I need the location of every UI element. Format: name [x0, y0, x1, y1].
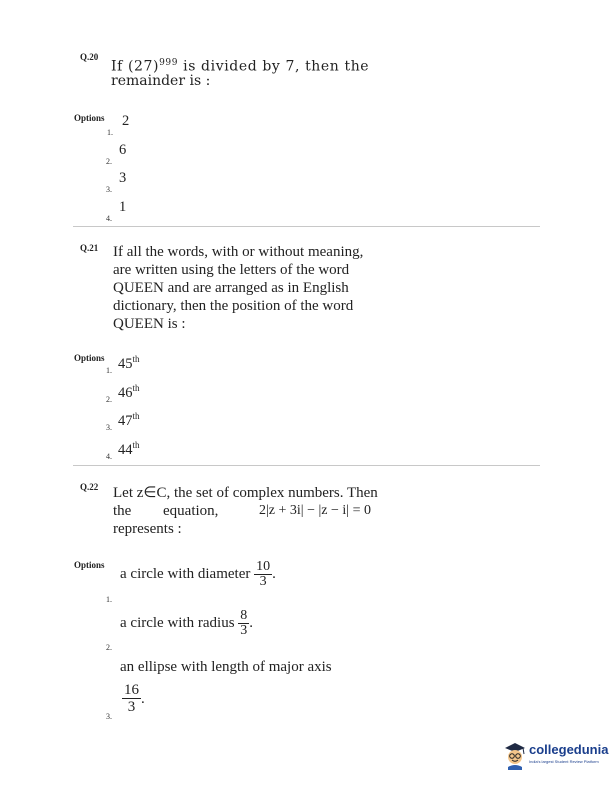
fraction-denominator: 3 [254, 574, 272, 589]
question-text-line: If all the words, with or without meaning, [113, 244, 364, 260]
options-label: Options [74, 353, 105, 363]
option-value[interactable] [118, 411, 140, 430]
brand-tagline: India's largest Student Review Platform [529, 759, 599, 764]
option-number: 3. [106, 185, 112, 194]
question-text-line: represents : [113, 521, 182, 537]
ordinal-suffix: th [132, 440, 140, 450]
options-label: Options [74, 560, 105, 570]
option-text: a circle with radius [120, 614, 235, 631]
fraction [238, 609, 249, 638]
question-text-line: QUEEN is : [113, 316, 186, 332]
fraction-denominator: 3 [122, 698, 141, 715]
option-value[interactable]: 2 [122, 113, 130, 129]
question-text-line: dictionary, then the position of the word [113, 298, 354, 314]
option-value[interactable]: 6 [119, 142, 127, 158]
question-number: Q.21 [80, 243, 99, 253]
mascot-icon [501, 740, 529, 770]
fraction-wrapper [122, 682, 145, 715]
question-text-part: If (27) [111, 58, 160, 75]
option-number: 1. [106, 595, 112, 604]
option-text: a circle with diameter [120, 565, 251, 582]
question-number: Q.22 [80, 482, 99, 492]
option-value-number: 46 [118, 384, 133, 401]
exponent: 999 [159, 58, 179, 68]
question-text-line: QUEEN and are arranged as in English [113, 280, 349, 296]
divider [73, 465, 540, 466]
question-text-line: remainder is : [111, 73, 211, 89]
option-value[interactable] [118, 354, 140, 373]
option-number: 1. [107, 128, 113, 137]
option-number: 2. [106, 395, 112, 404]
collegedunia-logo[interactable] [501, 740, 609, 774]
question-text-word: equation, [163, 503, 219, 519]
divider [73, 226, 540, 227]
brand-name: collegedunia [529, 742, 609, 757]
option-end: . [272, 565, 276, 582]
option-value-number: 45 [118, 355, 133, 372]
option-value[interactable]: 1 [119, 199, 127, 215]
question-text-word: the [113, 503, 132, 519]
option-value[interactable] [118, 383, 140, 402]
ordinal-suffix: th [132, 383, 140, 393]
option-value-number: 47 [118, 412, 133, 429]
option-number: 4. [106, 214, 112, 223]
option-end: . [249, 614, 254, 631]
fraction [122, 682, 141, 715]
option-number: 2. [106, 157, 112, 166]
option-end: . [141, 691, 145, 707]
fraction-numerator: 16 [124, 682, 139, 698]
option-value[interactable]: 3 [119, 170, 127, 186]
option-number: 3. [106, 712, 112, 721]
option-number: 2. [106, 643, 112, 652]
ordinal-suffix: th [132, 354, 140, 364]
option-number: 4. [106, 452, 112, 461]
option-number: 1. [106, 366, 112, 375]
ordinal-suffix: th [132, 411, 140, 421]
option-value[interactable] [118, 440, 140, 459]
options-label: Options [74, 113, 105, 123]
question-text-line: Let z∈C, the set of complex numbers. Then [113, 485, 378, 501]
fraction [254, 560, 272, 589]
fraction-numerator: 10 [256, 559, 271, 574]
fraction-denominator: 3 [240, 623, 248, 638]
fraction-numerator: 8 [240, 608, 248, 623]
equation: 2|z + 3i| − |z − i| = 0 [259, 503, 371, 518]
option-text[interactable]: an ellipse with length of major axis [120, 659, 332, 675]
option-value-number: 44 [118, 441, 133, 458]
question-text-line: are written using the letters of the word [113, 262, 350, 278]
option-number: 3. [106, 423, 112, 432]
option-value[interactable] [120, 609, 253, 638]
question-text-part: is divided by 7, then the [178, 58, 370, 75]
question-number: Q.20 [80, 52, 99, 62]
option-value[interactable] [120, 560, 276, 589]
